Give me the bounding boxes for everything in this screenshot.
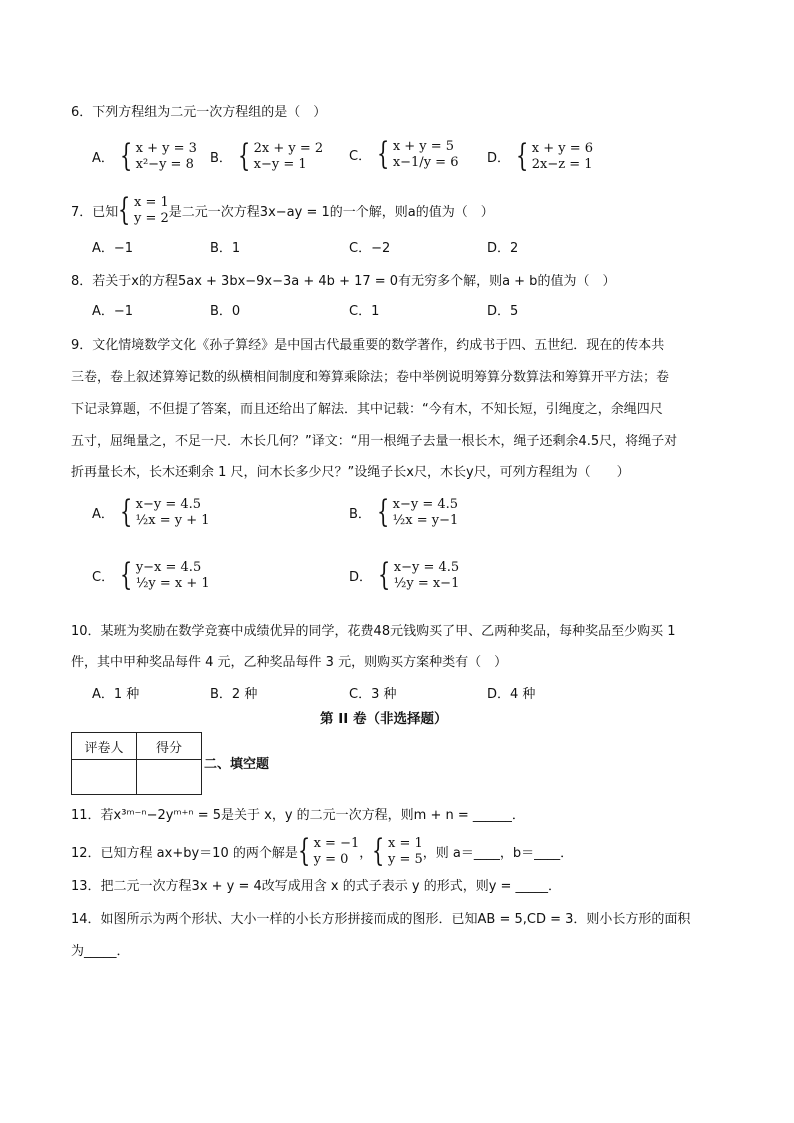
brace-icon: { bbox=[237, 138, 251, 174]
grader-cell[interactable] bbox=[72, 760, 137, 795]
section-title: 第 II 卷（非选择题） bbox=[320, 711, 448, 727]
equation-row: y = 2 bbox=[134, 210, 169, 226]
equation-row: x = −1 bbox=[313, 835, 360, 851]
equation-row: y = 5 bbox=[388, 851, 423, 867]
score-label: 得分 bbox=[137, 733, 202, 760]
brace-icon: { bbox=[297, 833, 311, 869]
equation-row: ½y = x + 1 bbox=[135, 575, 210, 591]
q9-option-d[interactable] bbox=[349, 557, 460, 593]
q6-option-c[interactable] bbox=[349, 136, 459, 172]
option-label: C． bbox=[349, 149, 372, 164]
option-label: D． bbox=[487, 151, 511, 166]
equation-row: x + y = 3 bbox=[135, 140, 197, 156]
score-cell[interactable] bbox=[137, 760, 202, 795]
q8-stem: 8．若关于x的方程5ax + 3bx−9x−3a + 4b + 17 = 0有无穷多个解，则a + b的值为（ ） bbox=[71, 274, 616, 289]
brace-icon: { bbox=[119, 138, 133, 174]
option-label: A． bbox=[92, 507, 114, 522]
q10-line-2: 件，其中甲种奖品每件 4 元，乙种奖品每件 3 元，则购买方案种类有（ ） bbox=[71, 655, 508, 670]
equation-row: ½x = y−1 bbox=[392, 512, 459, 528]
q10-option-a[interactable]: A．1 种 bbox=[92, 687, 140, 702]
q10-option-c[interactable]: C．3 种 bbox=[349, 687, 397, 702]
q7-stem bbox=[71, 192, 494, 228]
q9-line-5: 折再量长木，长木还剩余 1 尺，问木长多少尺？”设绳子长x尺，木长y尺，可列方程组为（ ） bbox=[71, 465, 630, 480]
q7-option-d[interactable]: D．2 bbox=[487, 241, 519, 256]
q14-line-2: 为_____． bbox=[71, 944, 130, 959]
equation-row: x = 1 bbox=[134, 194, 169, 210]
q11-text: 11．若x³ᵐ⁻ⁿ−2yᵐ⁺ⁿ = 5是关于 x，y 的二元一次方程，则m + n = ______． bbox=[71, 808, 525, 823]
q10-option-b[interactable]: B．2 种 bbox=[210, 687, 258, 702]
q8-option-d[interactable]: D．5 bbox=[487, 304, 519, 319]
q8-option-c[interactable]: C．1 bbox=[349, 304, 380, 319]
brace-icon: { bbox=[119, 494, 133, 530]
q9-option-a[interactable] bbox=[92, 494, 210, 530]
option-label: D． bbox=[349, 570, 373, 585]
q14-line-1: 14．如图所示为两个形状、大小一样的小长方形拼接而成的图形．已知AB = 5,CD = 3．则小长方形的面积 bbox=[71, 912, 691, 927]
brace-icon: { bbox=[378, 557, 391, 593]
q13-text: 13．把二元一次方程3x + y = 4改写成用含 x 的式子表示 y 的形式，则y = _____． bbox=[71, 879, 562, 894]
q9-option-c[interactable] bbox=[92, 557, 210, 593]
equation-row: x−y = 4.5 bbox=[135, 496, 202, 512]
q6-option-b[interactable] bbox=[210, 138, 324, 174]
option-label: A． bbox=[92, 151, 114, 166]
equation-row: x + y = 6 bbox=[531, 140, 594, 156]
option-label: C． bbox=[92, 570, 115, 585]
brace-icon: { bbox=[120, 557, 133, 593]
q7-stem-a: 7．已知 bbox=[71, 205, 119, 220]
q9-option-b[interactable] bbox=[349, 494, 459, 530]
q9-line-1: 9．文化情境数学文化《孙子算经》是中国古代最重要的数学著作，约成书于四、五世纪．现在的传本共 bbox=[71, 338, 665, 353]
equation-row: y−x = 4.5 bbox=[135, 559, 202, 575]
equation-row: y = 0 bbox=[313, 851, 349, 867]
brace-icon: { bbox=[118, 192, 131, 228]
equation-row: ½x = y + 1 bbox=[135, 512, 210, 528]
equation-row: x−1/y = 6 bbox=[392, 154, 459, 170]
equation-row: x−y = 4.5 bbox=[393, 559, 460, 575]
q7-option-b[interactable]: B．1 bbox=[210, 241, 241, 256]
grader-label: 评卷人 bbox=[72, 733, 137, 760]
q9-line-2: 三卷，卷上叙述算筹记数的纵横相间制度和筹算乘除法；卷中举例说明筹算分数算法和筹算开平方法；卷 bbox=[71, 370, 670, 385]
q6-stem: 6．下列方程组为二元一次方程组的是（ ） bbox=[71, 105, 327, 120]
q9-line-3: 下记录算题，不但提了答案，而且还给出了解法．其中记载：“今有木，不知长短，引绳度之，余绳四尺 bbox=[71, 402, 663, 417]
equation-row: x−y = 1 bbox=[253, 156, 307, 172]
equation-row: 2x−z = 1 bbox=[531, 156, 593, 172]
q9-line-4: 五寸，屈绳量之，不足一尺．木长几何？”译文：“用一根绳子去量一根长木，绳子还剩余4.5尺，将绳子对 bbox=[71, 434, 678, 449]
q12-separator: ， bbox=[359, 846, 373, 861]
q12-stem-b: ，则 a＝____，b＝____． bbox=[422, 846, 574, 861]
q7-stem-b: 是二元一次方程3x−ay = 1的一个解，则a的值为（ ） bbox=[168, 205, 494, 220]
q12-stem bbox=[71, 833, 574, 869]
q8-option-b[interactable]: B．0 bbox=[210, 304, 241, 319]
equation-row: ½y = x−1 bbox=[393, 575, 460, 591]
q7-option-a[interactable]: A．−1 bbox=[92, 241, 134, 256]
grader-table bbox=[71, 732, 202, 795]
q12-stem-a: 12．已知方程 ax+by＝10 的两个解是 bbox=[71, 846, 298, 861]
brace-icon: { bbox=[376, 494, 390, 530]
equation-row: 2x + y = 2 bbox=[253, 140, 324, 156]
q8-option-a[interactable]: A．−1 bbox=[92, 304, 134, 319]
section-heading: 二、填空题 bbox=[204, 757, 270, 772]
q6-option-a[interactable] bbox=[92, 138, 197, 174]
option-label: B． bbox=[349, 507, 371, 522]
equation-row: x²−y = 8 bbox=[135, 156, 194, 172]
q6-option-d[interactable] bbox=[487, 138, 594, 174]
option-label: B． bbox=[210, 151, 232, 166]
q10-line-1: 10．某班为奖励在数学竞赛中成绩优异的同学，花费48元钱购买了甲、乙两种奖品，每种奖品至少购买 1 bbox=[71, 624, 676, 639]
equation-row: x + y = 5 bbox=[392, 138, 455, 154]
brace-icon: { bbox=[516, 138, 529, 174]
brace-icon: { bbox=[377, 136, 390, 172]
equation-row: x−y = 4.5 bbox=[392, 496, 459, 512]
equation-row: x = 1 bbox=[388, 835, 423, 851]
brace-icon: { bbox=[372, 833, 385, 869]
q7-option-c[interactable]: C．−2 bbox=[349, 241, 391, 256]
q10-option-d[interactable]: D．4 种 bbox=[487, 687, 536, 702]
